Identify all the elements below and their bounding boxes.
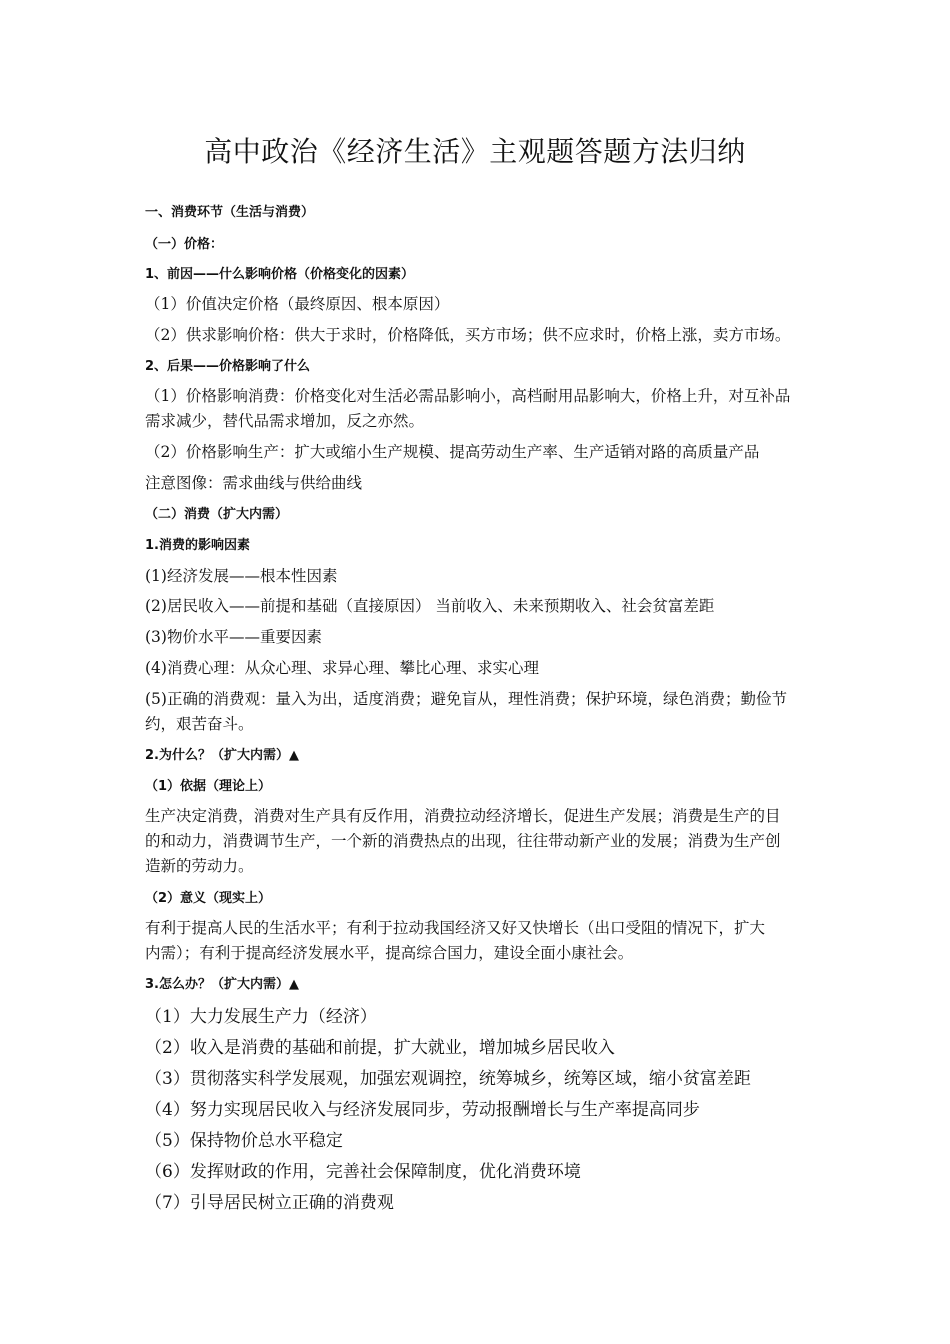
list-item: （1）大力发展生产力（经济） xyxy=(145,1007,377,1027)
heading-basis: （1）依据（理论上） xyxy=(145,779,272,794)
text-line: (3)物价水平——重要因素 xyxy=(145,628,322,646)
text-line: 有利于提高人民的生活水平；有利于拉动我国经济又好又快增长（出口受阻的情况下，扩大 xyxy=(145,919,766,937)
text-line: （1）价值决定价格（最终原因、根本原因） xyxy=(145,295,450,313)
list-item: （3）贯彻落实科学发展观，加强宏观调控，统筹城乡，统筹区域，缩小贫富差距 xyxy=(145,1069,751,1089)
heading-how: 3.怎么办？（扩大内需）▲ xyxy=(145,977,299,992)
text-line: （2）价格影响生产：扩大或缩小生产规模、提高劳动生产率、生产适销对路的高质量产品 xyxy=(145,443,760,461)
heading-price-causes: 1、前因——什么影响价格（价格变化的因素） xyxy=(145,267,415,282)
heading-significance: （2）意义（现实上） xyxy=(145,891,272,906)
text-line: (1)经济发展——根本性因素 xyxy=(145,567,338,585)
list-item: （5）保持物价总水平稳定 xyxy=(145,1131,343,1151)
text-line: （2）供求影响价格：供大于求时，价格降低，买方市场；供不应求时，价格上涨，卖方市场。 xyxy=(145,326,791,344)
subsection-heading-price: （一）价格： xyxy=(145,237,224,252)
text-line: (5)正确的消费观：量入为出，适度消费；避免盲从，理性消费；保护环境，绿色消费；勤俭节 xyxy=(145,690,787,708)
heading-price-effects: 2、后果——价格影响了什么 xyxy=(145,359,311,374)
list-item: （2）收入是消费的基础和前提，扩大就业，增加城乡居民收入 xyxy=(145,1038,615,1058)
text-line: 生产决定消费，消费对生产具有反作用，消费拉动经济增长，促进生产发展；消费是生产的目 xyxy=(145,807,781,825)
list-item: （4）努力实现居民收入与经济发展同步，劳动报酬增长与生产率提高同步 xyxy=(145,1100,700,1120)
text-line: 需求减少，替代品需求增加，反之亦然。 xyxy=(145,412,425,430)
subsection-heading-consumption: （二）消费（扩大内需） xyxy=(145,507,289,522)
text-line: 约，艰苦奋斗。 xyxy=(145,715,254,733)
heading-why: 2.为什么？（扩大内需）▲ xyxy=(145,748,299,763)
text-line: (2)居民收入——前提和基础（直接原因） 当前收入、未来预期收入、社会贫富差距 xyxy=(145,597,715,615)
section-heading-consumption: 一、消费环节（生活与消费） xyxy=(145,205,315,220)
document-title: 高中政治《经济生活》主观题答题方法归纳 xyxy=(204,135,746,168)
text-line: 注意图像：需求曲线与供给曲线 xyxy=(145,474,363,492)
text-line: (4)消费心理：从众心理、求异心理、攀比心理、求实心理 xyxy=(145,659,539,677)
heading-consumption-factors: 1.消费的影响因素 xyxy=(145,538,250,553)
list-item: （6）发挥财政的作用，完善社会保障制度，优化消费环境 xyxy=(145,1162,581,1182)
text-line: 造新的劳动力。 xyxy=(145,857,254,875)
text-line: 的和动力，消费调节生产，一个新的消费热点的出现，往往带动新产业的发展；消费为生产创 xyxy=(145,832,781,850)
text-line: 内需）；有利于提高经济发展水平，提高综合国力，建设全面小康社会。 xyxy=(145,944,634,962)
list-item: （7）引导居民树立正确的消费观 xyxy=(145,1193,394,1213)
text-line: （1）价格影响消费：价格变化对生活必需品影响小，高档耐用品影响大，价格上升，对互补品 xyxy=(145,387,791,405)
